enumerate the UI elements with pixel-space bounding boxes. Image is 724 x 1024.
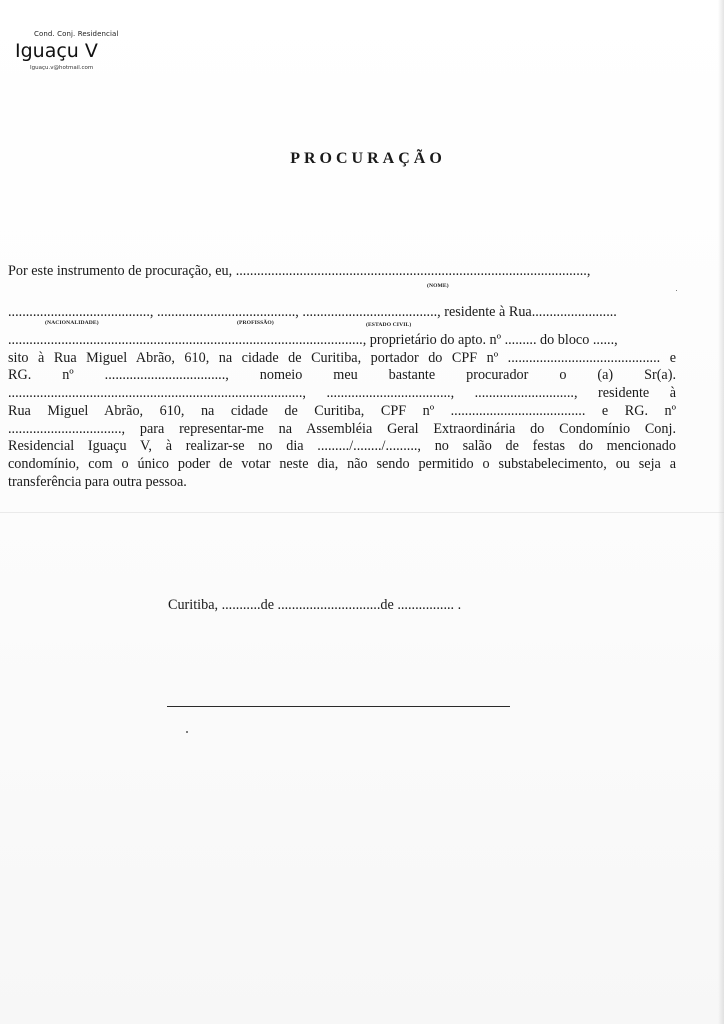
caption-nacionalidade: (NACIONALIDADE) — [45, 320, 99, 326]
body-line-7: Rua Miguel Abrão, 610, na cidade de Curitiba, CPF nº ...................................... e RG. nº — [8, 403, 676, 419]
letterhead — [12, 30, 152, 71]
body-line-1: Por este instrumento de procuração, eu, ..................................................................................................., — [8, 263, 591, 279]
document-title: PROCURAÇÃO — [290, 150, 446, 167]
caption-estado-civil: (ESTADO CIVIL) — [366, 322, 412, 328]
body-line-5: RG. nº .................................., nomeio meu bastante procurador o (a) Sr(a). — [8, 367, 676, 383]
scan-speck — [676, 290, 677, 291]
date-line: Curitiba, ...........de .............................de ................ . — [168, 597, 462, 613]
body-line-2: ........................................, ......................................., ......................................, residente à Rua........................ — [8, 304, 617, 320]
letterhead-name: Iguaçu V — [15, 40, 98, 62]
caption-profissao: (PROFISSÃO) — [237, 320, 274, 326]
body-line-8: ................................, para representar-me na Assembléia Geral Extraordinária do Condomínio Conj. — [8, 421, 676, 437]
body-line-9: Residencial Iguaçu V, à realizar-se no dia ........./......../........., no salão de festas do mencionado — [8, 438, 676, 454]
scan-speck — [186, 731, 188, 733]
letterhead-email: Iguaçu.v@hotmail.com — [30, 65, 94, 71]
body-line-11: transferência para outra pessoa. — [8, 474, 187, 490]
body-line-6: ..................................................................................., ..................................., ............................, residente à — [8, 385, 676, 401]
signature-line — [167, 706, 510, 707]
letterhead-subtitle: Cond. Conj. Residencial — [34, 30, 119, 38]
caption-nome: (NOME) — [427, 283, 449, 289]
paper-fold — [0, 512, 724, 513]
body-line-10: condomínio, com o único poder de votar neste dia, não sendo permitido o substabelecimento, ou seja a — [8, 456, 676, 472]
body-line-4: sito à Rua Miguel Abrão, 610, na cidade de Curitiba, portador do CPF nº ........................................... e — [8, 350, 676, 366]
body-line-3: ...................................................................................................., proprietário do apto. nº ......... do bloco ......, — [8, 332, 618, 348]
